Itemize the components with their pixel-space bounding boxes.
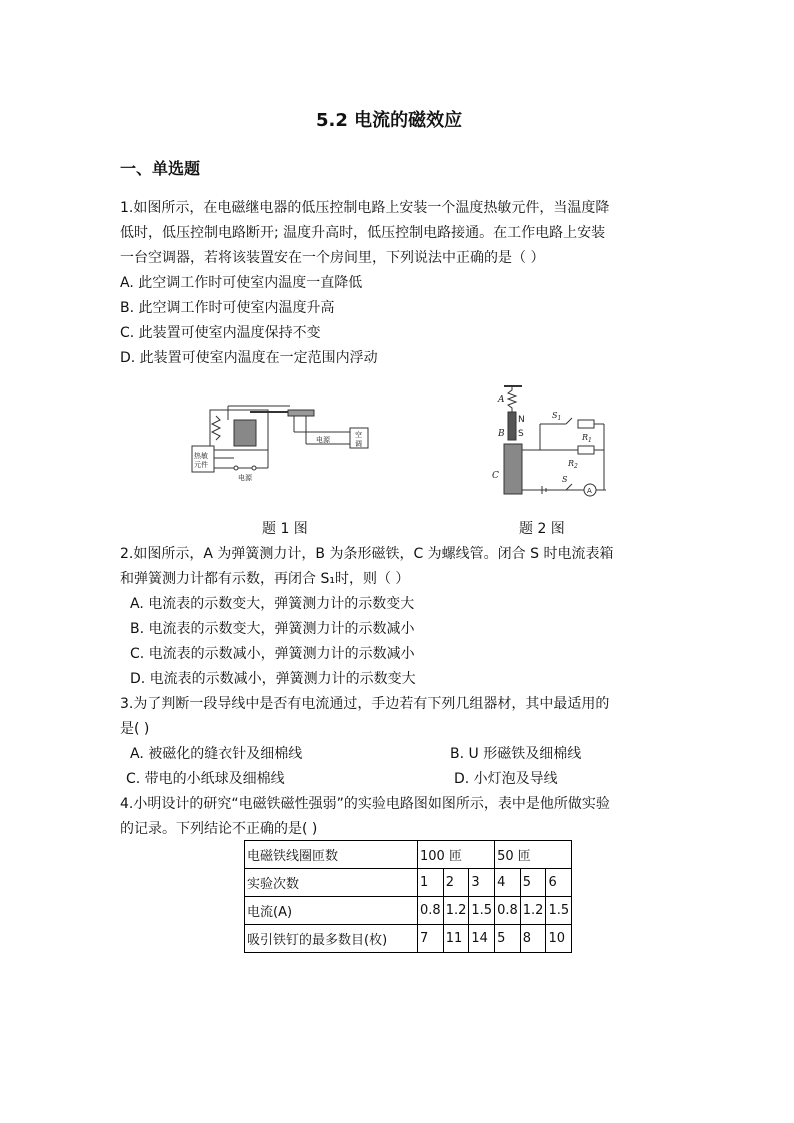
table-cell: 4 xyxy=(495,869,521,897)
table-row xyxy=(245,897,572,925)
q1-option-a: A. 此空调工作时可使室内温度一直降低 xyxy=(120,275,363,291)
q2-option-b: B. 电流表的示数变大，弹簧测力计的示数减小 xyxy=(130,621,415,637)
fig2-label-r2-sub: 2 xyxy=(574,463,578,470)
q1-line-1: 1.如图所示，在电磁继电器的低压控制电路上安装一个温度热敏元件，当温度降 xyxy=(120,200,610,216)
table-cell: 1 xyxy=(418,869,444,897)
experiment-table xyxy=(244,840,572,953)
table-cell: 14 xyxy=(469,925,495,953)
figure-1-caption: 题 1 图 xyxy=(262,521,308,537)
fig2-label-a: A xyxy=(498,395,505,405)
table-cell: 5 xyxy=(495,925,521,953)
svg-text:R2 xyxy=(567,459,578,470)
q2-option-a: A. 电流表的示数变大，弹簧测力计的示数变大 xyxy=(130,596,415,612)
svg-text:S1 xyxy=(552,411,561,422)
table-cell-trial-label: 实验次数 xyxy=(245,869,418,897)
figure-1-relay-circuit xyxy=(190,402,370,484)
fig2-label-r1: R xyxy=(582,433,589,442)
q4-line-2: 的记录。下列结论不正确的是( ) xyxy=(120,821,318,837)
figure-2-solenoid-circuit xyxy=(488,380,610,506)
q3-line-1: 3.为了判断一段导线中是否有电流通过，手边若有下列几组器材，其中最适用的 xyxy=(120,696,610,712)
table-cell: 6 xyxy=(546,869,572,897)
table-cell: 5 xyxy=(520,869,546,897)
q1-option-b: B. 此空调工作时可使室内温度升高 xyxy=(120,300,335,316)
fig1-label-thermal: 热敏 xyxy=(194,452,208,460)
table-cell: 0.8 xyxy=(495,897,521,925)
figure-2-caption: 题 2 图 xyxy=(519,521,565,537)
fig2-label-r1-sub: 1 xyxy=(588,437,592,444)
svg-text:R1 xyxy=(581,433,592,444)
q2-option-d: D. 电流表的示数减小，弹簧测力计的示数变大 xyxy=(130,671,416,687)
fig2-label-switch-s: S xyxy=(562,475,568,484)
q4-line-1: 4.小明设计的研究“电磁铁磁性强弱”的实验电路图如图所示，表中是他所做实验 xyxy=(120,796,610,812)
fig1-label-element: 元件 xyxy=(194,461,208,469)
fig1-label-ac-1: 空 xyxy=(355,431,362,439)
q1-line-3: 一台空调器，若将该装置安在一个房间里，下列说法中正确的是（ ） xyxy=(120,250,545,266)
q2-option-c: C. 电流表的示数减小，弹簧测力计的示数减小 xyxy=(130,646,415,662)
table-cell-nails-label: 吸引铁钉的最多数目(枚) xyxy=(245,925,418,953)
table-cell: 11 xyxy=(443,925,469,953)
fig1-label-ac-2: 调 xyxy=(355,440,362,448)
table-cell-coil-turns-label: 电磁铁线圈匝数 xyxy=(245,841,418,869)
table-cell: 3 xyxy=(469,869,495,897)
table-cell-current-label: 电流(A) xyxy=(245,897,418,925)
table-cell: 1.2 xyxy=(443,897,469,925)
section-heading: 一、单选题 xyxy=(120,159,201,178)
table-cell: 10 xyxy=(546,925,572,953)
q1-line-2: 低时，低压控制电路断开; 温度升高时，低压控制电路接通。在工作电路上安装 xyxy=(120,225,606,241)
q3-option-d: D. 小灯泡及导线 xyxy=(454,771,558,787)
q3-line-2: 是( ) xyxy=(120,721,150,737)
table-cell: 1.2 xyxy=(520,897,546,925)
table-row xyxy=(245,841,572,869)
fig2-label-n: N xyxy=(518,415,525,425)
fig2-label-s1-sub: 1 xyxy=(557,415,562,422)
q1-option-d: D. 此装置可使室内温度在一定范围内浮动 xyxy=(120,350,378,366)
fig1-label-power-bottom: 电源 xyxy=(238,474,252,482)
table-cell-group-50: 50 匝 xyxy=(495,841,572,869)
table-cell: 1.5 xyxy=(546,897,572,925)
table-row xyxy=(245,925,572,953)
q2-line-1: 2.如图所示，A 为弹簧测力计，B 为条形磁铁，C 为螺线管。闭合 S 时电流表箱 xyxy=(120,546,614,562)
table-cell-group-100: 100 匝 xyxy=(418,841,495,869)
table-row xyxy=(245,869,572,897)
fig2-label-s: S xyxy=(518,429,524,439)
q3-option-a: A. 被磁化的缝衣针及细棉线 xyxy=(130,746,303,762)
fig2-label-s1: S xyxy=(552,411,558,420)
fig2-label-b: B xyxy=(498,429,505,439)
fig1-label-power-top: 电源 xyxy=(316,436,330,444)
fig2-label-c: C xyxy=(492,471,499,481)
table-cell: 7 xyxy=(418,925,444,953)
page-title: 5.2 电流的磁效应 xyxy=(316,110,463,131)
q3-option-b: B. U 形磁铁及细棉线 xyxy=(450,746,582,762)
table-cell: 8 xyxy=(520,925,546,953)
q3-option-c: C. 带电的小纸球及细棉线 xyxy=(126,771,285,787)
fig2-label-r2: R xyxy=(568,459,575,468)
q2-line-2: 和弹簧测力计都有示数，再闭合 S₁时，则（ ） xyxy=(120,571,410,587)
table-cell: 1.5 xyxy=(469,897,495,925)
q1-option-c: C. 此装置可使室内温度保持不变 xyxy=(120,325,321,341)
table-cell: 0.8 xyxy=(418,897,444,925)
table-cell: 2 xyxy=(443,869,469,897)
fig2-label-ammeter: A xyxy=(587,487,592,495)
